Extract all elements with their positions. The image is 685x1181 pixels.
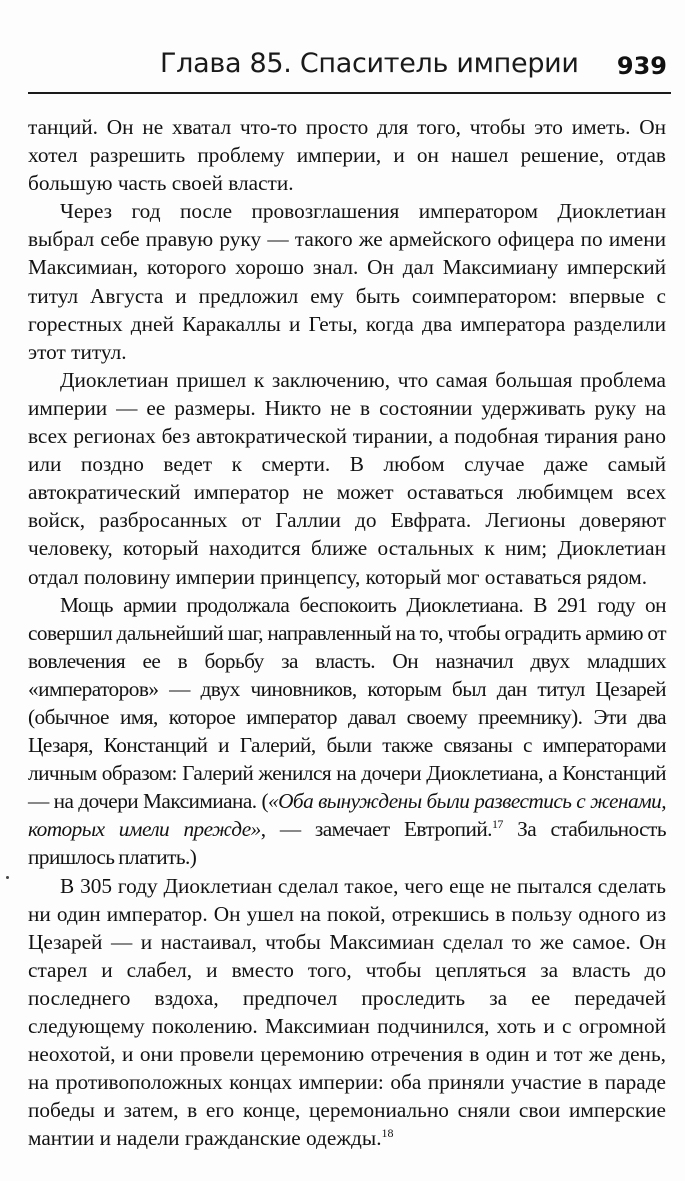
paragraph-1: танций. Он не хватал что-то просто для того, чтобы это иметь. Он хотел разрешить проблему империи, и он нашел решение, отдав большую часть своей власти. (28, 115, 666, 196)
footnote-ref-18: 18 (381, 1126, 394, 1141)
paragraph-3: Диоклетиан пришел к заключению, что самая большая проблема империи — ее размеры. Никто не в состоянии удерживать руку на всех регионах без автократической тирании, а подобная тирания рано или поздно ведет к смерти. В любом случае даже самый автократический император не может оставаться любимцем всех войск, разбросанных от Галлии до Евфрата. Легионы доверяют человеку, который находится ближе остальных к ним; Диоклетиан отдал половину империи принцепсу, который мог оставаться рядом. (28, 367, 666, 589)
body-text (28, 113, 666, 1152)
paragraph-5 (28, 872, 666, 1153)
paragraph-5-text: В 305 году Диоклетиан сделал такое, чего еще не пытался сделать ни один император. Он ушел на покой, отрекшись в пользу одного из Цезарей — и настаивал, чтобы Максимиан сделал то же самое. Он старел и слабел, и вместо того, чтобы цепляться за власть до последнего вздоха, предпочел проследить за ее передачей следующему поколению. Максимиан подчинился, хоть и с огромной неохотой, и они провели церемонию отречения в один и тот же день, на противоположных концах империи: оба приняли участие в параде победы и затем, в его конце, церемониально сняли свои имперские мантии и надели гражданские одежды. (28, 873, 666, 1151)
chapter-title: Глава 85. Спаситель империи (160, 48, 579, 79)
footnote-ref-17: 17 (491, 817, 503, 832)
paragraph-2: Через год после провозглашения императором Диоклетиан выбрал себе правую руку — такого же армейского офицера по имени Максимиан, которого хорошо знал. Он дал Максимиану имперский титул Августа и предложил ему быть соимператором: впервые с горестных дней Каракаллы и Геты, когда два императора разделили этот титул. (28, 199, 666, 364)
paragraph-4 (28, 591, 666, 872)
running-header (28, 46, 671, 94)
paragraph-4-tail: За стабильность пришлось платить.) (28, 817, 666, 870)
scan-speck (6, 876, 9, 879)
paragraph-4-text: Мощь армии продолжала беспокоить Диоклетиана. В 291 году он совершил дальнейший шаг, направленный на то, чтобы оградить армию от вовлечения ее в борьбу за власть. Он назначил двух младших «императоров» — двух чиновников, которым был дан титул Цезарей (обычное имя, которое император давал своему преемнику). Эти два Цезаря, Констанций и Галерий, были также связаны с императорами личным образом: Галерий женился на дочери Диоклетиана, а Констанций — на дочери Максимиана. ( (28, 592, 666, 814)
eutropius-quote: «Оба вынуждены были развестись с женами, которых имели прежде» (28, 789, 666, 842)
page-number: 939 (616, 52, 667, 80)
quote-attribution: , — замечает Евтропий. (260, 817, 492, 842)
